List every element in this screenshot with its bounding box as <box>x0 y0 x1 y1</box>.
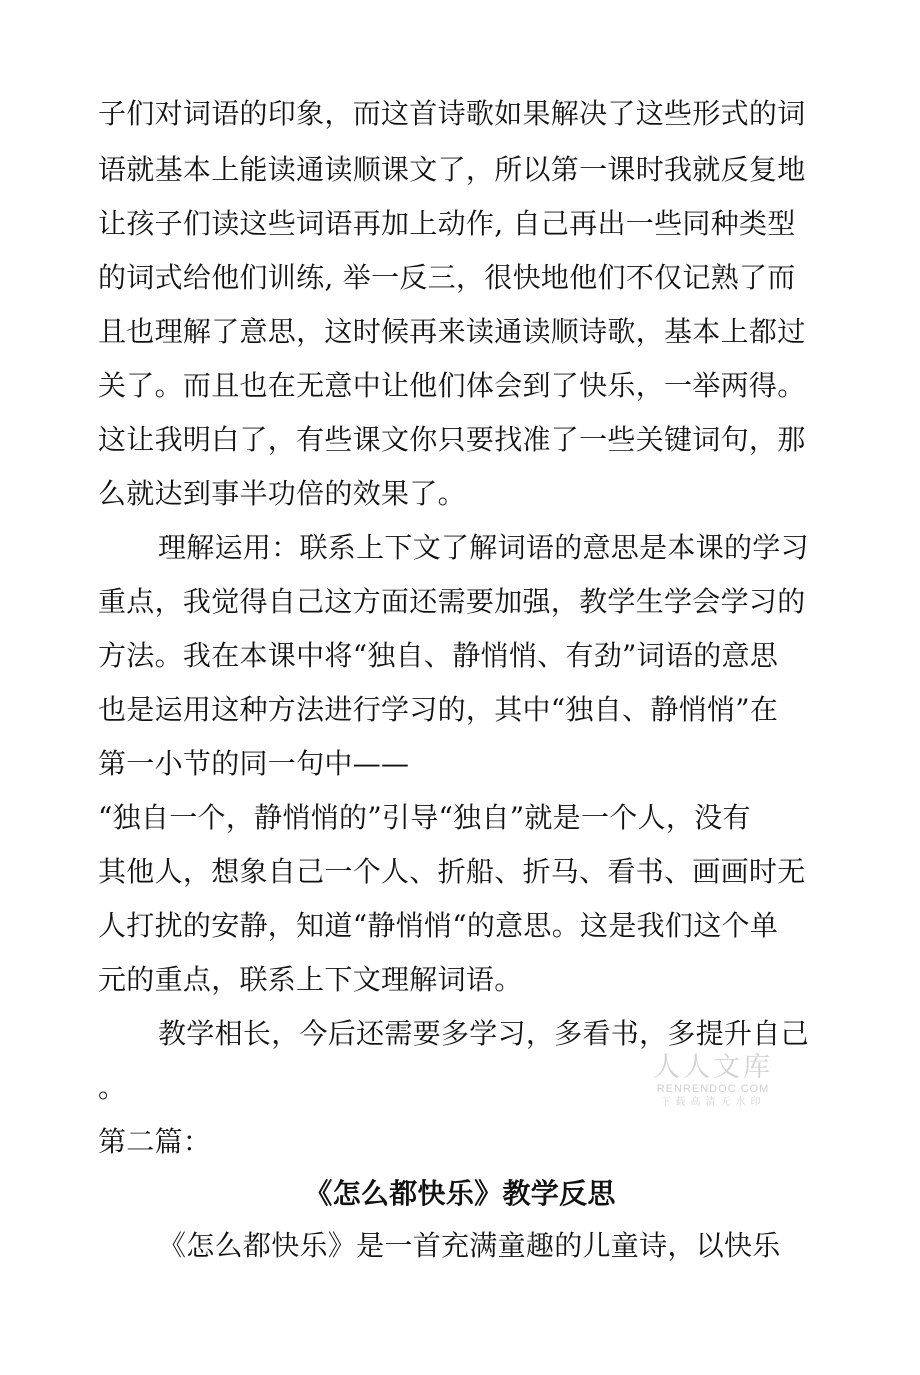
paragraph-line: 这让我明白了，有些课文你只要找准了一些关键词句，那 <box>98 423 806 456</box>
paragraph-line: 。 <box>98 1071 127 1104</box>
section-title: 《怎么都快乐》教学反思 <box>304 1177 616 1210</box>
paragraph-line: 的词式给他们训练, 举一反三，很快地他们不仅记熟了而 <box>98 261 796 294</box>
paragraph-line: 语就基本上能读通读顺课文了，所以第一课时我就反复地 <box>98 153 806 186</box>
paragraph-line: 且也理解了意思，这时候再来读通读顺诗歌，基本上都过 <box>98 315 806 348</box>
paragraph-line: 元的重点，联系上下文理解词语。 <box>98 963 523 996</box>
paragraph-line: “独自一个，静悄悄的”引导“独自”就是一个人，没有 <box>98 801 751 834</box>
paragraph-line: 理解运用：联系上下文了解词语的意思是本课的学习 <box>158 531 809 564</box>
watermark-tagline: 下载高清无水印 <box>660 1097 766 1108</box>
watermark-site: RENRENDOC.COM <box>656 1083 770 1095</box>
paragraph-line: 么就达到事半功倍的效果了。 <box>98 477 466 510</box>
paragraph-line: 第一小节的同一句中—— <box>98 747 410 780</box>
paragraph-line: 让孩子们读这些词语再加上动作, 自己再出一些同种类型 <box>98 207 796 240</box>
paragraph-line: 方法。我在本课中将“独自、静悄悄、有劲”词语的意思 <box>98 639 779 672</box>
paragraph-line: 子们对词语的印象，而这首诗歌如果解决了这些形式的词 <box>98 97 806 130</box>
paragraph-line: 也是运用这种方法进行学习的，其中“独自、静悄悄”在 <box>98 693 779 726</box>
watermark-logo <box>648 1052 778 1110</box>
paragraph-line: 关了。而且也在无意中让他们体会到了快乐，一举两得。 <box>98 369 806 402</box>
watermark-name: 人人文库 <box>653 1052 773 1082</box>
paragraph-line: 《怎么都快乐》是一首充满童趣的儿童诗，以快乐 <box>158 1229 781 1262</box>
section-label: 第二篇： <box>98 1125 212 1158</box>
paragraph-line: 其他人，想象自己一个人、折船、折马、看书、画画时无 <box>98 855 806 888</box>
paragraph-line: 重点，我觉得自己这方面还需要加强，教学生学会学习的 <box>98 585 806 618</box>
paragraph-line: 教学相长，今后还需要多学习，多看书，多提升自己 <box>158 1017 809 1050</box>
paragraph-line: 人打扰的安静，知道“静悄悄“的意思。这是我们这个单 <box>98 909 779 942</box>
